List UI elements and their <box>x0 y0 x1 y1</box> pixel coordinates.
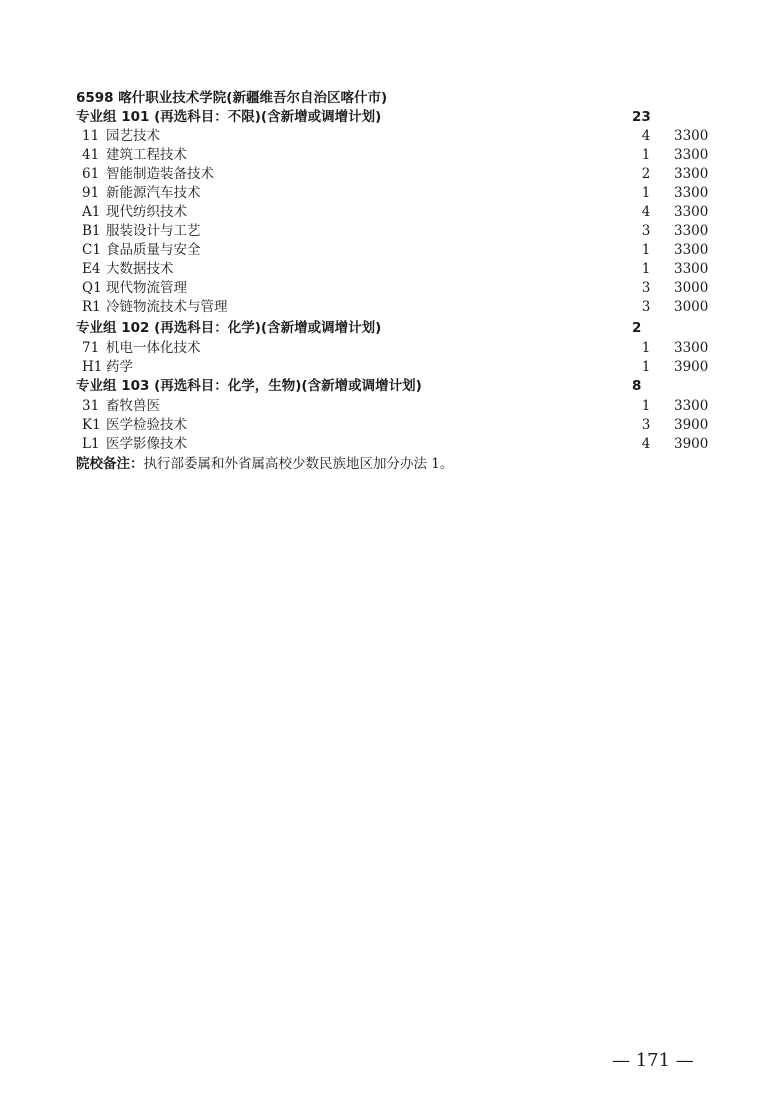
major-count: 3 <box>641 223 651 239</box>
major-code: 41 <box>82 147 100 163</box>
major-count: 3 <box>641 280 651 296</box>
group-count: 2 <box>632 320 642 336</box>
major-name: 现代物流管理 <box>106 280 187 296</box>
major-name: 食品质量与安全 <box>106 242 201 258</box>
major-row <box>76 339 716 358</box>
major-code: R1 <box>82 299 101 315</box>
major-row <box>76 279 716 298</box>
group-header-text: 专业组 102 (再选科目：化学)(含新增或调增计划) <box>76 320 382 336</box>
major-name: 冷链物流技术与管理 <box>106 299 228 315</box>
major-fee: 3300 <box>674 340 709 356</box>
major-code: 61 <box>82 166 100 182</box>
major-name: 医学影像技术 <box>106 436 187 452</box>
group-header <box>76 108 716 127</box>
major-row <box>76 146 716 165</box>
major-row <box>76 127 716 146</box>
major-fee: 3300 <box>674 204 709 220</box>
major-count: 1 <box>641 261 651 277</box>
major-code: 31 <box>82 398 100 414</box>
major-count: 1 <box>641 147 651 163</box>
major-name: 园艺技术 <box>106 128 160 144</box>
major-row <box>76 260 716 279</box>
major-fee: 3000 <box>674 299 709 315</box>
group-count: 8 <box>632 378 642 394</box>
major-name: 药学 <box>106 359 133 375</box>
major-count: 1 <box>641 340 651 356</box>
major-fee: 3300 <box>674 398 709 414</box>
major-count: 4 <box>641 204 651 220</box>
group-count: 23 <box>632 109 651 125</box>
major-code: H1 <box>82 359 103 375</box>
major-row <box>76 222 716 241</box>
major-count: 1 <box>641 359 651 375</box>
major-fee: 3300 <box>674 147 709 163</box>
school-title: 6598 喀什职业技术学院(新疆维吾尔自治区喀什市) <box>76 90 388 106</box>
major-name: 畜牧兽医 <box>106 398 160 414</box>
major-fee: 3900 <box>674 436 709 452</box>
group-header <box>76 377 716 396</box>
major-fee: 3900 <box>674 417 709 433</box>
major-count: 1 <box>641 398 651 414</box>
major-count: 4 <box>641 436 651 452</box>
major-code: L1 <box>82 436 100 452</box>
major-fee: 3300 <box>674 242 709 258</box>
major-row <box>76 435 716 454</box>
major-name: 医学检验技术 <box>106 417 187 433</box>
major-code: 91 <box>82 185 100 201</box>
major-row <box>76 203 716 222</box>
major-name: 大数据技术 <box>106 261 174 277</box>
major-code: Q1 <box>82 280 102 296</box>
major-count: 3 <box>641 299 651 315</box>
page-number: — 171 — <box>612 1050 694 1071</box>
major-count: 4 <box>641 128 651 144</box>
major-count: 1 <box>641 242 651 258</box>
major-row <box>76 416 716 435</box>
major-count: 3 <box>641 417 651 433</box>
major-fee: 3300 <box>674 166 709 182</box>
school-note-text: 执行部委属和外省属高校少数民族地区加分办法 1。 <box>143 456 454 472</box>
major-row <box>76 358 716 377</box>
major-fee: 3300 <box>674 261 709 277</box>
major-name: 现代纺织技术 <box>106 204 187 220</box>
major-name: 新能源汽车技术 <box>106 185 201 201</box>
major-row <box>76 298 716 317</box>
major-code: E4 <box>82 261 101 277</box>
major-name: 智能制造装备技术 <box>106 166 214 182</box>
major-fee: 3300 <box>674 223 709 239</box>
school-note <box>76 455 716 474</box>
major-row <box>76 184 716 203</box>
major-fee: 3300 <box>674 128 709 144</box>
major-name: 机电一体化技术 <box>106 340 201 356</box>
major-code: 11 <box>82 128 100 144</box>
major-code: 71 <box>82 340 100 356</box>
school-note-label: 院校备注： <box>76 456 144 472</box>
major-row <box>76 241 716 260</box>
major-row <box>76 397 716 416</box>
major-code: B1 <box>82 223 101 239</box>
major-count: 1 <box>641 185 651 201</box>
group-header-text: 专业组 101 (再选科目：不限)(含新增或调增计划) <box>76 109 382 125</box>
major-code: K1 <box>82 417 101 433</box>
major-name: 建筑工程技术 <box>106 147 187 163</box>
group-header <box>76 319 716 338</box>
group-header-text: 专业组 103 (再选科目：化学，生物)(含新增或调增计划) <box>76 378 422 394</box>
major-code: A1 <box>82 204 101 220</box>
major-row <box>76 165 716 184</box>
major-code: C1 <box>82 242 101 258</box>
major-fee: 3300 <box>674 185 709 201</box>
major-fee: 3900 <box>674 359 709 375</box>
major-fee: 3000 <box>674 280 709 296</box>
major-count: 2 <box>641 166 651 182</box>
major-name: 服装设计与工艺 <box>106 223 201 239</box>
